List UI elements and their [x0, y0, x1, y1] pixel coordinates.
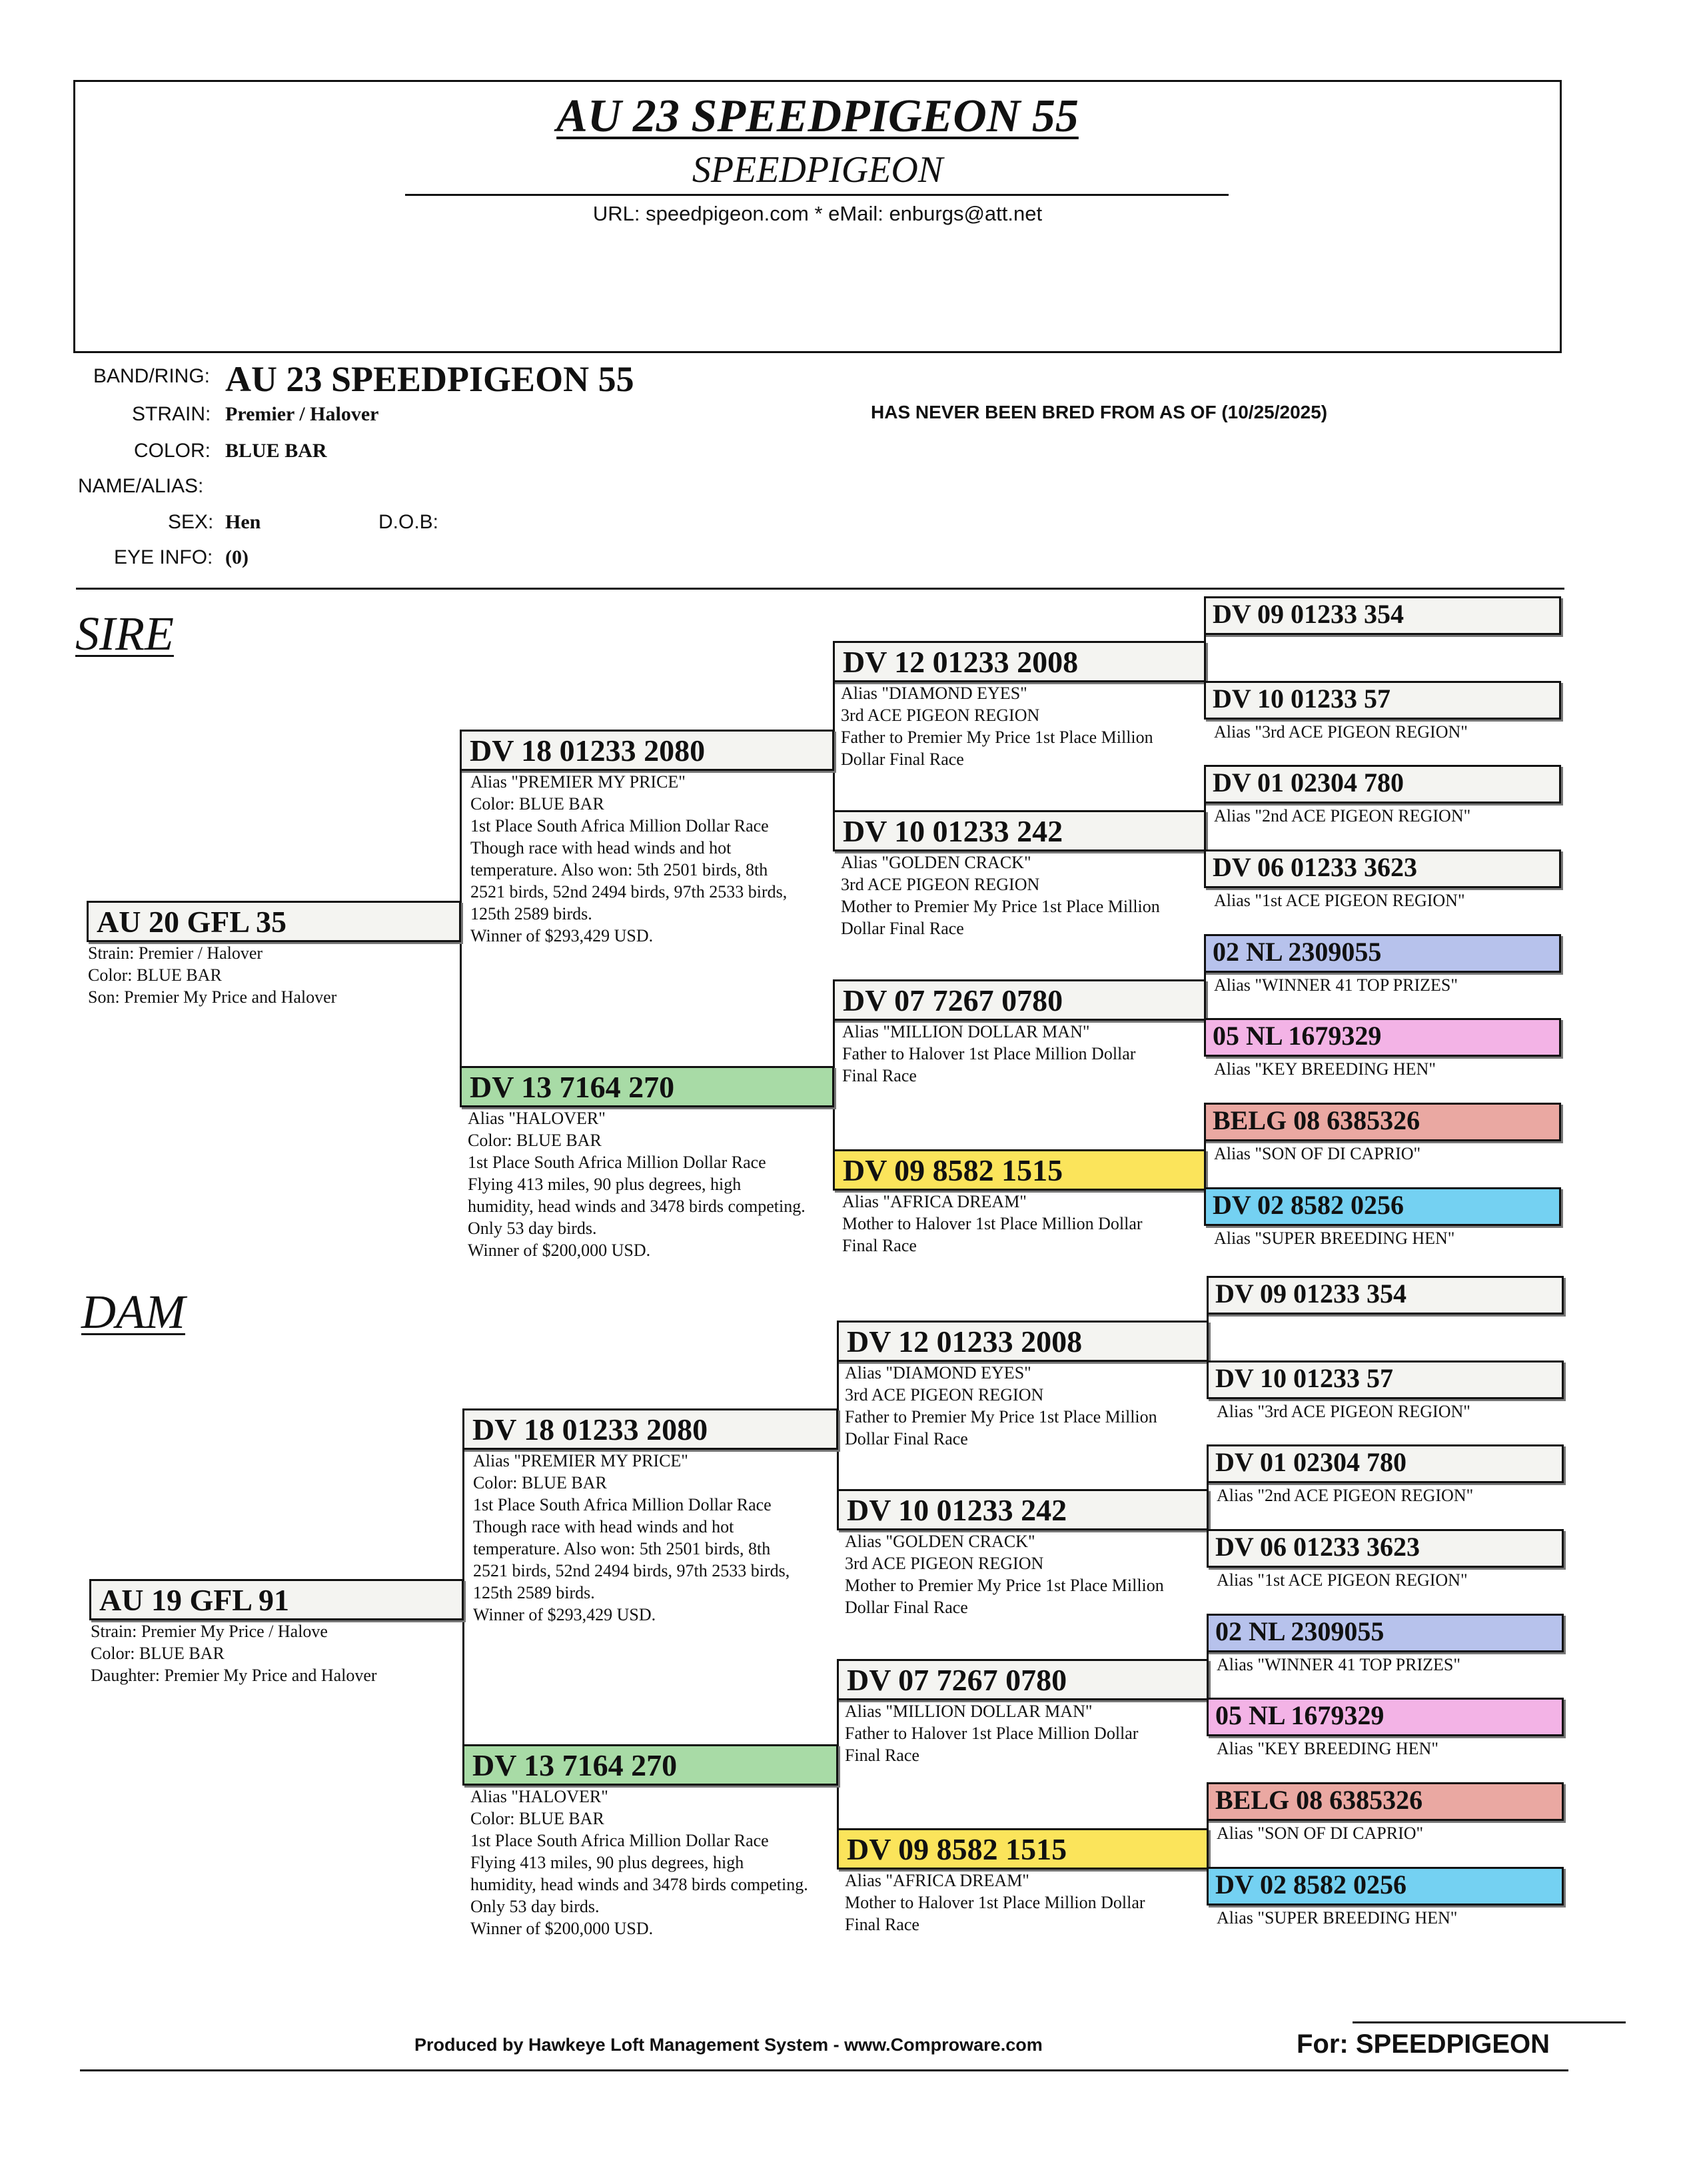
detail-line: Mother to Premier My Price 1st Place Million [841, 897, 1160, 916]
detail-line: Alias "HALOVER" [470, 1787, 608, 1806]
dam-ffm-alias: Alias "3rd ACE PIGEON REGION" [1217, 1402, 1470, 1421]
detail-line: 3rd ACE PIGEON REGION [841, 875, 1040, 894]
sire-section-label: SIRE [75, 607, 174, 660]
sire-fm-band-box: DV 10 01233 242 [833, 810, 1206, 851]
detail-line: Color: BLUE BAR [473, 1473, 607, 1492]
sire-detail-line: Son: Premier My Price and Halover [88, 987, 337, 1007]
detail-line: Winner of $293,429 USD. [473, 1605, 656, 1624]
detail-line: Final Race [845, 1746, 919, 1765]
detail-line: Final Race [842, 1066, 917, 1085]
detail-line: 1st Place South Africa Million Dollar Race [468, 1153, 766, 1172]
sire-fm-details [841, 851, 1160, 939]
detail-line: humidity, head winds and 3478 birds competing. [468, 1197, 806, 1216]
sire-fmm-alias: Alias "1st ACE PIGEON REGION" [1214, 891, 1465, 910]
detail-line: 1st Place South Africa Million Dollar Race [470, 816, 769, 835]
sire-mff-band-box: 02 NL 2309055 [1204, 934, 1561, 973]
header-divider [405, 194, 1229, 196]
sire-detail-line: Strain: Premier / Halover [88, 943, 263, 963]
sire-mmf-alias: Alias "SON OF DI CAPRIO" [1214, 1144, 1421, 1163]
dam-mf-band-box: DV 07 7267 0780 [837, 1659, 1209, 1700]
sire-ffm-alias: Alias "3rd ACE PIGEON REGION" [1214, 722, 1468, 742]
sire-fmf-alias: Alias "2nd ACE PIGEON REGION" [1214, 806, 1471, 825]
sire-fff-band-box: DV 09 01233 354 [1204, 596, 1561, 635]
detail-line: Alias "MILLION DOLLAR MAN" [845, 1702, 1093, 1721]
sire-mmf-band-box: BELG 08 6385326 [1204, 1103, 1561, 1141]
sire-mfm-alias: Alias "KEY BREEDING HEN" [1214, 1059, 1436, 1079]
sex-label: SEX: [168, 511, 214, 533]
dam-mfm-alias: Alias "KEY BREEDING HEN" [1217, 1739, 1438, 1758]
dam-detail-line: Color: BLUE BAR [91, 1644, 225, 1663]
sire-mm-band-box: DV 09 8582 1515 [833, 1149, 1206, 1191]
info-divider [76, 588, 1564, 590]
eye-info-label: EYE INFO: [114, 546, 213, 568]
dam-mother-details [470, 1786, 808, 1939]
detail-line: Father to Halover 1st Place Million Dollar [842, 1044, 1136, 1063]
detail-line: Dollar Final Race [845, 1429, 968, 1448]
dam-detail-line: Strain: Premier My Price / Halove [91, 1622, 328, 1641]
header-box [73, 80, 1562, 353]
sire-ffm-band-box: DV 10 01233 57 [1204, 681, 1561, 720]
detail-line: Winner of $200,000 USD. [470, 1919, 654, 1938]
for-label: For: SPEEDPIGEON [1297, 2029, 1550, 2059]
dam-mmf-band-box: BELG 08 6385326 [1207, 1782, 1564, 1821]
strain-label: STRAIN: [132, 403, 211, 425]
dam-details [91, 1620, 377, 1686]
detail-line: Mother to Halover 1st Place Million Dollar [845, 1893, 1145, 1912]
sire-band-box: AU 20 GFL 35 [87, 901, 461, 942]
sire-fmf-band-box: DV 01 02304 780 [1204, 765, 1561, 804]
detail-line: 2521 birds, 52nd 2494 birds, 97th 2533 birds, [473, 1561, 790, 1580]
detail-line: temperature. Also won: 5th 2501 birds, 8th [473, 1539, 771, 1558]
band-value: AU 23 SPEEDPIGEON 55 [225, 359, 634, 399]
color-value: BLUE BAR [225, 440, 327, 462]
dam-father-band-box: DV 18 01233 2080 [462, 1408, 838, 1450]
detail-line: Only 53 day birds. [468, 1219, 597, 1238]
detail-line: Winner of $200,000 USD. [468, 1241, 651, 1260]
sire-mother-band-box: DV 13 7164 270 [460, 1066, 834, 1107]
dam-detail-line: Daughter: Premier My Price and Halover [91, 1666, 377, 1685]
detail-line: Final Race [845, 1915, 919, 1934]
detail-line: Alias "GOLDEN CRACK" [841, 853, 1031, 872]
detail-line: 3rd ACE PIGEON REGION [841, 706, 1040, 725]
detail-line: 125th 2589 birds. [473, 1583, 595, 1602]
detail-line: Mother to Premier My Price 1st Place Million [845, 1576, 1164, 1595]
detail-line: Dollar Final Race [841, 919, 964, 938]
dam-band-box: AU 19 GFL 91 [89, 1579, 464, 1620]
dam-mf-details [845, 1700, 1138, 1766]
detail-line: Only 53 day birds. [470, 1897, 600, 1916]
breeding-note: HAS NEVER BEEN BRED FROM AS OF (10/25/2025) [871, 402, 1328, 422]
detail-line: temperature. Also won: 5th 2501 birds, 8th [470, 860, 768, 879]
dam-mm-band-box: DV 09 8582 1515 [837, 1828, 1209, 1870]
detail-line: Color: BLUE BAR [470, 1809, 604, 1828]
detail-line: Alias "PREMIER MY PRICE" [470, 772, 686, 792]
dam-ff-details [845, 1362, 1157, 1450]
detail-line: Dollar Final Race [841, 750, 964, 769]
detail-line: Flying 413 miles, 90 plus degrees, high [468, 1175, 742, 1194]
sire-father-details [470, 771, 787, 947]
dam-fmf-alias: Alias "2nd ACE PIGEON REGION" [1217, 1486, 1474, 1505]
sire-mf-band-box: DV 07 7267 0780 [833, 979, 1206, 1021]
dam-section-label: DAM [81, 1285, 185, 1339]
sire-mfm-band-box: 05 NL 1679329 [1204, 1018, 1561, 1057]
detail-line: Father to Premier My Price 1st Place Million [841, 728, 1153, 747]
detail-line: 2521 birds, 52nd 2494 birds, 97th 2533 birds, [470, 882, 788, 901]
dam-ffm-band-box: DV 10 01233 57 [1207, 1361, 1564, 1399]
dam-mmf-alias: Alias "SON OF DI CAPRIO" [1217, 1824, 1424, 1843]
detail-line: Father to Premier My Price 1st Place Million [845, 1407, 1157, 1426]
strain-value: Premier / Halover [225, 403, 379, 425]
name-alias-label: NAME/ALIAS: [78, 475, 204, 497]
dam-mother-band-box: DV 13 7164 270 [462, 1744, 838, 1786]
detail-line: 1st Place South Africa Million Dollar Race [470, 1831, 769, 1850]
dam-fm-band-box: DV 10 01233 242 [837, 1489, 1209, 1530]
dam-fmm-band-box: DV 06 01233 3623 [1207, 1529, 1564, 1568]
detail-line: Alias "AFRICA DREAM" [845, 1871, 1029, 1890]
sire-father-band-box: DV 18 01233 2080 [460, 730, 834, 771]
band-label: BAND/RING: [93, 365, 211, 387]
sire-details [88, 942, 336, 1008]
dam-father-details [473, 1450, 790, 1626]
detail-line: Flying 413 miles, 90 plus degrees, high [470, 1853, 744, 1872]
detail-line: Though race with head winds and hot [473, 1517, 734, 1536]
dam-fmf-band-box: DV 01 02304 780 [1207, 1444, 1564, 1483]
dam-mff-band-box: 02 NL 2309055 [1207, 1614, 1564, 1652]
detail-line: 3rd ACE PIGEON REGION [845, 1385, 1044, 1404]
dam-mmm-alias: Alias "SUPER BREEDING HEN" [1217, 1908, 1458, 1927]
dam-fff-band-box: DV 09 01233 354 [1207, 1276, 1564, 1315]
page-title: AU 23 SPEEDPIGEON 55 [556, 91, 1079, 142]
detail-line: Mother to Halover 1st Place Million Dollar [842, 1214, 1143, 1233]
dam-mmm-band-box: DV 02 8582 0256 [1207, 1867, 1564, 1906]
produced-by-text: Produced by Hawkeye Loft Management System - www.Comproware.com [414, 2035, 1043, 2055]
sire-ff-details [841, 682, 1153, 770]
detail-line: Color: BLUE BAR [470, 794, 604, 814]
detail-line: Alias "DIAMOND EYES" [841, 684, 1027, 703]
detail-line: Alias "GOLDEN CRACK" [845, 1532, 1035, 1551]
detail-line: Alias "DIAMOND EYES" [845, 1363, 1031, 1382]
sire-mmm-alias: Alias "SUPER BREEDING HEN" [1214, 1229, 1455, 1248]
sire-mmm-band-box: DV 02 8582 0256 [1204, 1187, 1561, 1226]
detail-line: 125th 2589 birds. [470, 904, 592, 923]
detail-line: 3rd ACE PIGEON REGION [845, 1554, 1044, 1573]
detail-line: Alias "PREMIER MY PRICE" [473, 1451, 688, 1470]
detail-line: Color: BLUE BAR [468, 1131, 602, 1150]
detail-line: Alias "AFRICA DREAM" [842, 1192, 1027, 1211]
dam-mfm-band-box: 05 NL 1679329 [1207, 1698, 1564, 1736]
footer-divider [80, 2069, 1568, 2071]
detail-line: 1st Place South Africa Million Dollar Race [473, 1495, 772, 1514]
detail-line: Winner of $293,429 USD. [470, 926, 654, 945]
dam-fm-details [845, 1530, 1164, 1618]
sire-mf-details [842, 1021, 1135, 1087]
sire-fmm-band-box: DV 06 01233 3623 [1204, 849, 1561, 888]
dam-mm-details [845, 1870, 1145, 1935]
detail-line: Final Race [842, 1236, 917, 1255]
eye-info-value: (0) [225, 546, 249, 568]
loft-name: SPEEDPIGEON [692, 149, 943, 191]
dam-mff-alias: Alias "WINNER 41 TOP PRIZES" [1217, 1655, 1460, 1674]
dob-label: D.O.B: [378, 511, 439, 533]
dam-ff-band-box: DV 12 01233 2008 [837, 1321, 1209, 1362]
detail-line: Alias "MILLION DOLLAR MAN" [842, 1022, 1090, 1041]
detail-line: Though race with head winds and hot [470, 838, 732, 857]
sire-mff-alias: Alias "WINNER 41 TOP PRIZES" [1214, 975, 1458, 995]
sire-mother-details [468, 1107, 806, 1261]
sire-detail-line: Color: BLUE BAR [88, 965, 222, 985]
detail-line: Father to Halover 1st Place Million Dollar [845, 1724, 1139, 1743]
sire-mm-details [842, 1191, 1143, 1257]
sire-ff-band-box: DV 12 01233 2008 [833, 641, 1206, 682]
contact-line: URL: speedpigeon.com * eMail: enburgs@att.net [592, 202, 1043, 225]
signature-line [1353, 2021, 1626, 2023]
color-label: COLOR: [134, 440, 211, 462]
detail-line: Alias "HALOVER" [468, 1109, 606, 1128]
detail-line: Dollar Final Race [845, 1598, 968, 1617]
detail-line: humidity, head winds and 3478 birds competing. [470, 1875, 808, 1894]
dam-fmm-alias: Alias "1st ACE PIGEON REGION" [1217, 1570, 1468, 1590]
sex-value: Hen [225, 511, 261, 533]
